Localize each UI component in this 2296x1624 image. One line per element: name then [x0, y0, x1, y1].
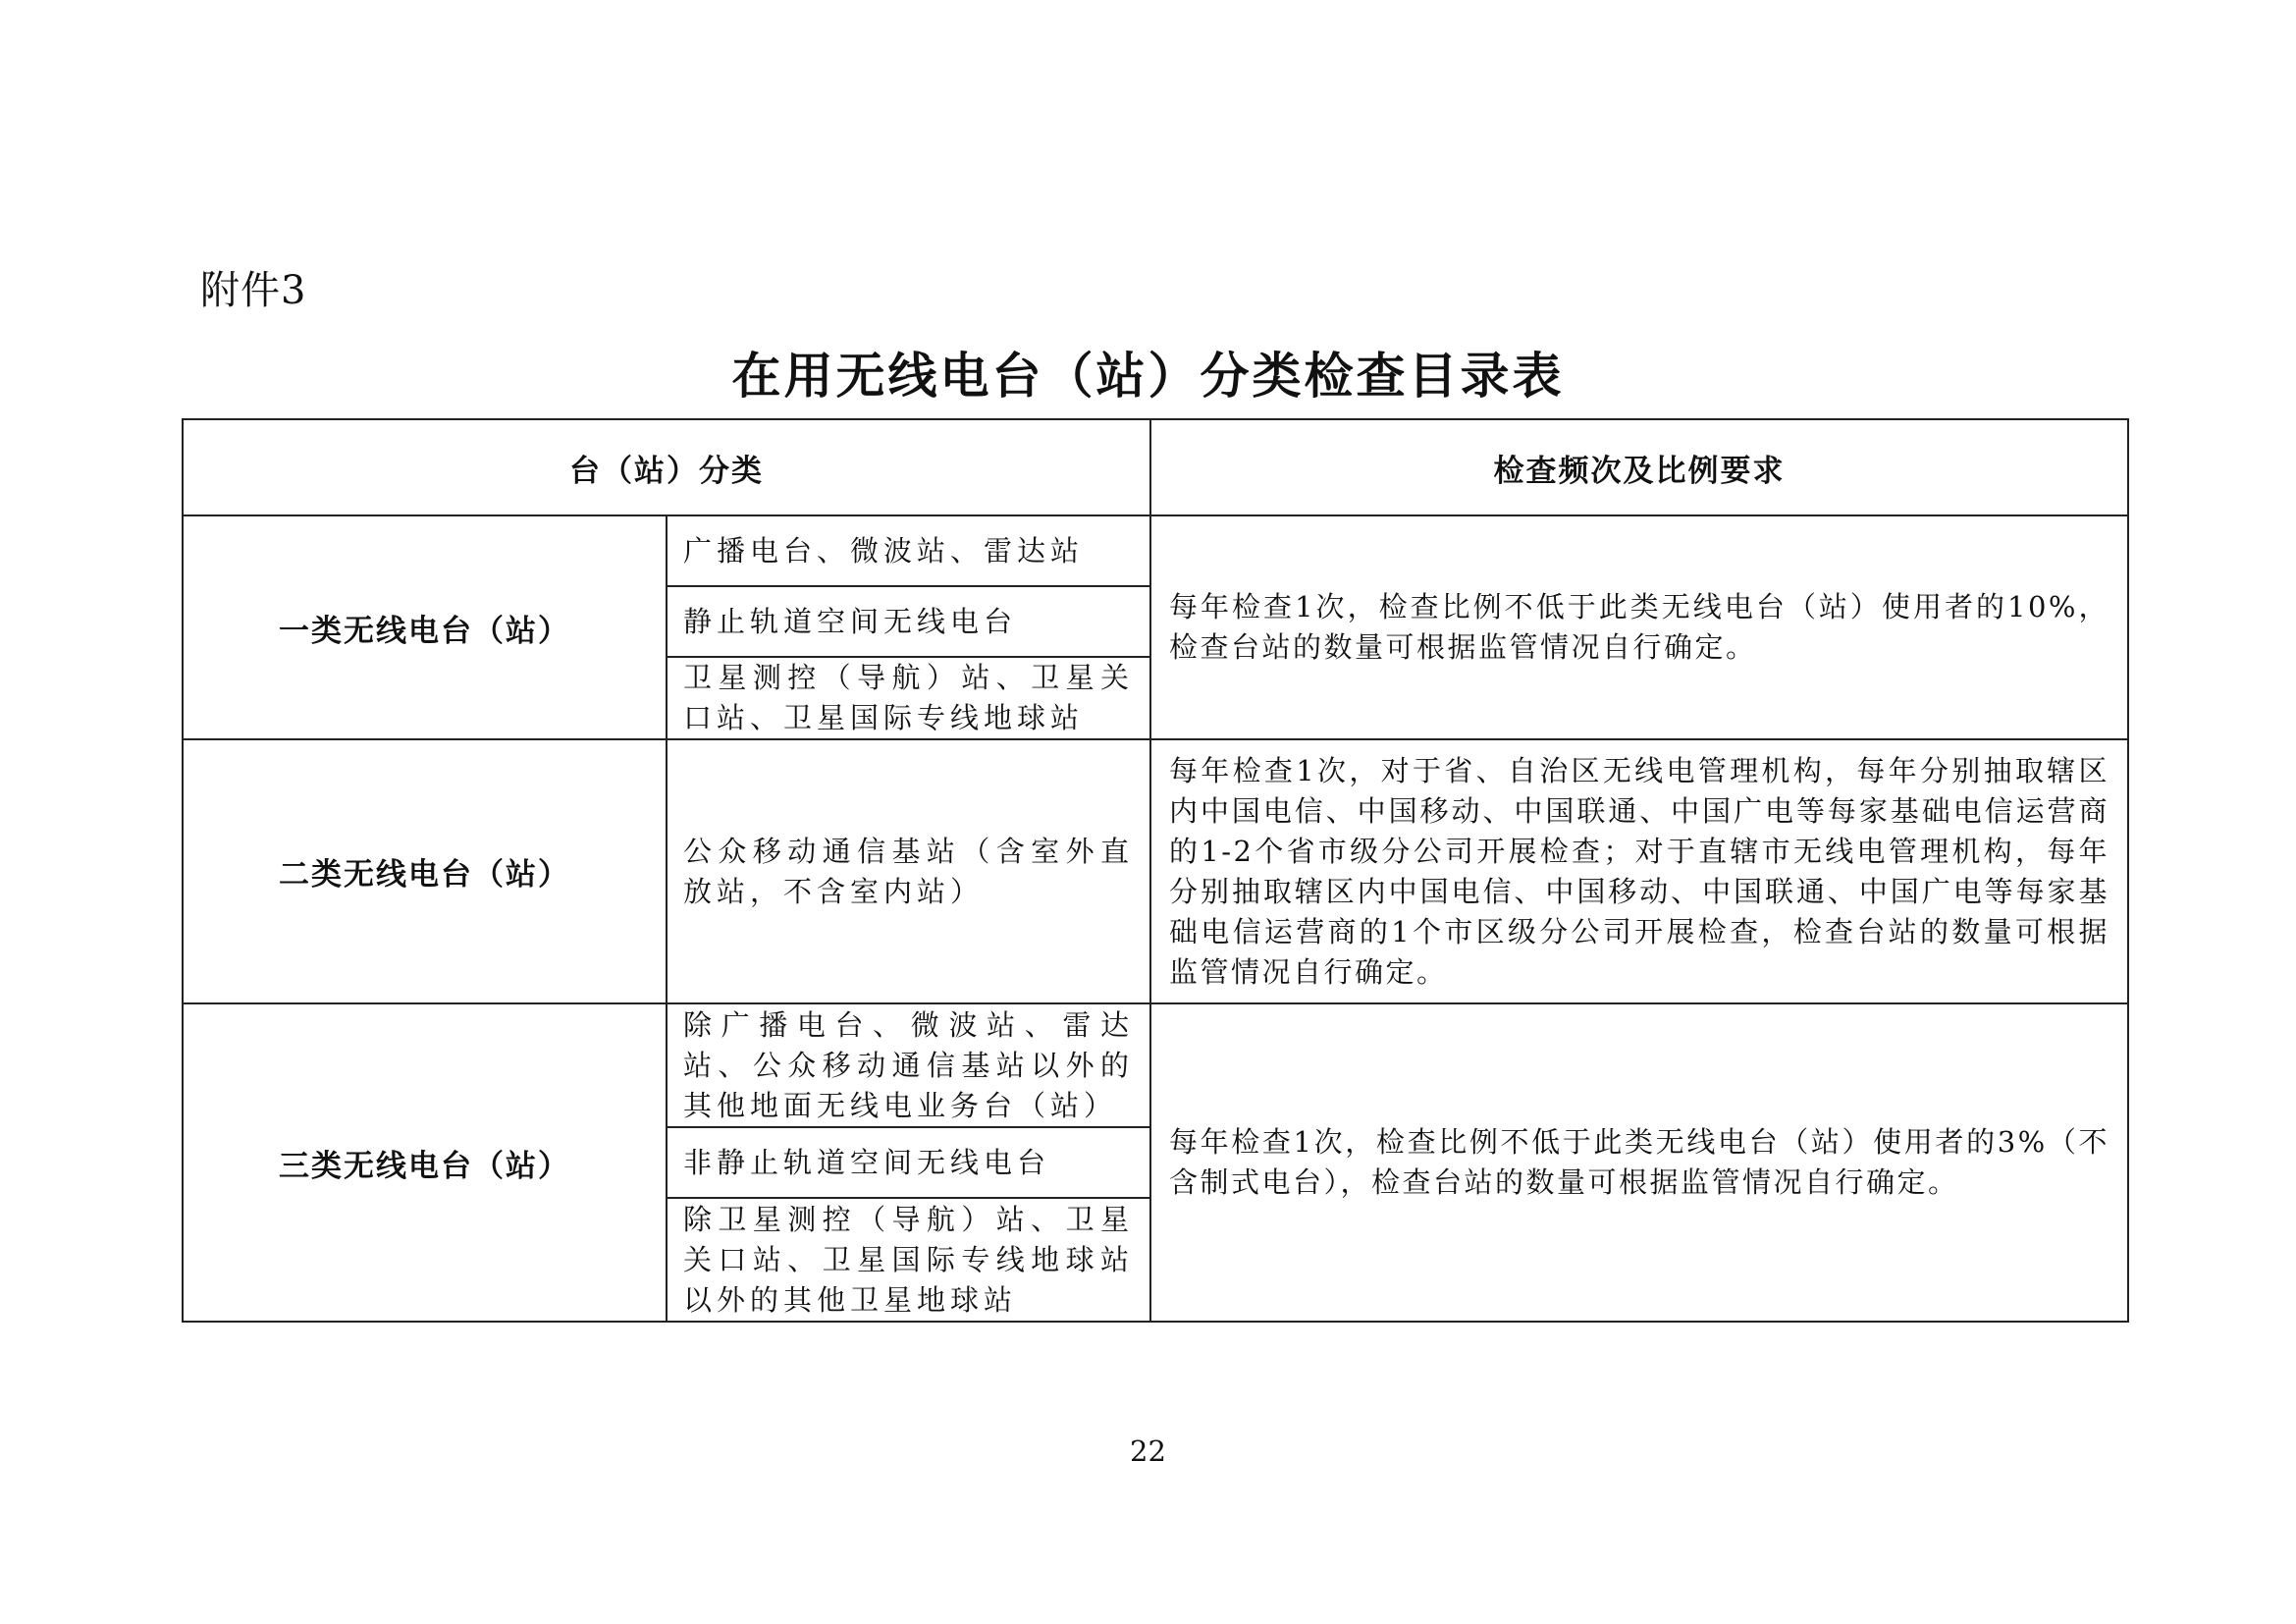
subcategory-cell: 静止轨道空间无线电台	[667, 586, 1150, 657]
subcategory-cell: 公众移动通信基站（含室外直放站，不含室内站）	[667, 739, 1150, 1003]
table-row	[183, 515, 2128, 586]
subcategory-cell: 广播电台、微波站、雷达站	[667, 515, 1150, 586]
subcategory-cell: 除卫星测控（导航）站、卫星关口站、卫星国际专线地球站以外的其他卫星地球站	[667, 1198, 1150, 1322]
catalog-table	[182, 418, 2129, 1323]
requirement-cell: 每年检查1次，检查比例不低于此类无线电台（站）使用者的10%，检查台站的数量可根据监管情况自行确定。	[1150, 515, 2128, 739]
page-number: 22	[1130, 1435, 1166, 1468]
table-row	[183, 1003, 2128, 1127]
category-cell: 二类无线电台（站）	[183, 739, 667, 1003]
subcategory-cell: 除广播电台、微波站、雷达站、公众移动通信基站以外的其他地面无线电业务台（站）	[667, 1003, 1150, 1127]
subcategory-cell: 卫星测控（导航）站、卫星关口站、卫星国际专线地球站	[667, 657, 1150, 739]
table-header-row	[183, 419, 2128, 515]
table-row	[183, 739, 2128, 1003]
requirement-cell: 每年检查1次，检查比例不低于此类无线电台（站）使用者的3%（不含制式电台），检查台站的数量可根据监管情况自行确定。	[1150, 1003, 2128, 1322]
category-cell: 三类无线电台（站）	[183, 1003, 667, 1322]
category-cell: 一类无线电台（站）	[183, 515, 667, 739]
requirement-cell: 每年检查1次，对于省、自治区无线电管理机构，每年分别抽取辖区内中国电信、中国移动、中国联通、中国广电等每家基础电信运营商的1-2个省市级分公司开展检查；对于直辖市无线电管理机构，每年分别抽取辖区内中国电信、中国移动、中国联通、中国广电等每家基础电信运营商的1个市区级分公司开展检查，检查台站的数量可根据监管情况自行确定。	[1150, 739, 2128, 1003]
document-title: 在用无线电台（站）分类检查目录表	[731, 348, 1565, 405]
attachment-label: 附件3	[200, 268, 307, 313]
subcategory-cell: 非静止轨道空间无线电台	[667, 1127, 1150, 1198]
column-header-category: 台（站）分类	[183, 419, 1150, 515]
column-header-requirement: 检查频次及比例要求	[1150, 419, 2128, 515]
